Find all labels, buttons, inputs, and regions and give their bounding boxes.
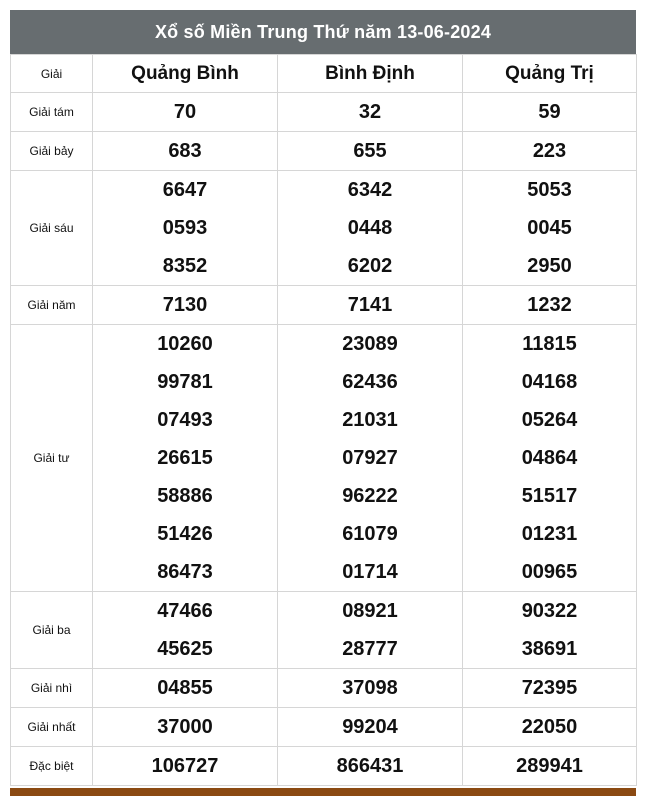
prize-cell: [93, 132, 278, 171]
results-panel: [10, 10, 636, 796]
prize-cell: [93, 592, 278, 669]
lottery-number[interactable]: 90322: [521, 600, 578, 622]
lottery-number[interactable]: 08921: [342, 600, 398, 622]
province-name[interactable]: Quảng Bình: [93, 55, 278, 93]
prize-row: [11, 171, 637, 286]
prize-cell: [93, 286, 278, 325]
lottery-number[interactable]: 10260: [157, 333, 213, 355]
lottery-number[interactable]: 00965: [521, 561, 578, 583]
prize-cell: [278, 171, 463, 286]
prize-cell: [463, 592, 637, 669]
lottery-number[interactable]: 58886: [157, 485, 213, 507]
prize-cell: [463, 325, 637, 592]
prize-label: Giải nhì: [11, 669, 93, 708]
prize-cell: [93, 708, 278, 747]
prize-cell: [278, 325, 463, 592]
lottery-number[interactable]: 0593: [162, 217, 208, 239]
prize-cell: [463, 93, 637, 132]
lottery-number[interactable]: 22050: [521, 716, 578, 738]
lottery-number[interactable]: 106727: [151, 755, 219, 777]
lottery-number[interactable]: 51426: [157, 523, 213, 545]
prize-row: [11, 708, 637, 747]
prize-row: [11, 669, 637, 708]
prize-row: [11, 747, 637, 786]
prize-row: [11, 592, 637, 669]
lottery-number[interactable]: 23089: [342, 333, 398, 355]
prize-cell: [93, 747, 278, 786]
lottery-number[interactable]: 6647: [162, 179, 208, 201]
prize-row: [11, 93, 637, 132]
lottery-number[interactable]: 62436: [342, 371, 398, 393]
lottery-number[interactable]: 0045: [527, 217, 572, 239]
prize-cell: [278, 93, 463, 132]
lottery-number[interactable]: 04864: [521, 447, 578, 469]
results-body: [11, 93, 637, 786]
prize-row: [11, 325, 637, 592]
lottery-number[interactable]: 289941: [516, 755, 583, 777]
prize-row: [11, 132, 637, 171]
prize-cell: [278, 132, 463, 171]
lottery-number[interactable]: 655: [353, 140, 387, 162]
lottery-number[interactable]: 26615: [157, 447, 213, 469]
prize-cell: [463, 171, 637, 286]
lottery-number[interactable]: 21031: [342, 409, 398, 431]
results-title: Xổ số Miền Trung Thứ năm 13-06-2024: [10, 10, 636, 54]
prize-label: Giải năm: [11, 286, 93, 325]
lottery-number[interactable]: 0448: [347, 217, 393, 239]
prize-label: Giải bảy: [11, 132, 93, 171]
prize-cell: [278, 286, 463, 325]
lottery-number[interactable]: 38691: [521, 638, 578, 660]
prize-cell: [93, 325, 278, 592]
lottery-number[interactable]: 96222: [342, 485, 398, 507]
results-table: [10, 54, 637, 786]
province-name[interactable]: Bình Định: [278, 55, 463, 93]
lottery-number[interactable]: 28777: [342, 638, 398, 660]
lottery-number[interactable]: 37098: [342, 677, 398, 699]
prize-label: Đặc biệt: [11, 747, 93, 786]
lottery-number[interactable]: 07927: [342, 447, 398, 469]
province-header-row: [11, 55, 637, 93]
lottery-number[interactable]: 223: [532, 140, 567, 162]
prize-cell: [278, 592, 463, 669]
lottery-number[interactable]: 07493: [157, 409, 213, 431]
lottery-number[interactable]: 1232: [527, 294, 572, 316]
footer-bar: [10, 788, 636, 796]
lottery-number[interactable]: 61079: [342, 523, 398, 545]
prize-cell: [463, 669, 637, 708]
prize-cell: [278, 669, 463, 708]
lottery-number[interactable]: 7130: [162, 294, 208, 316]
lottery-number[interactable]: 99781: [157, 371, 213, 393]
lottery-number[interactable]: 866431: [336, 755, 404, 777]
lottery-number[interactable]: 8352: [162, 255, 208, 277]
lottery-number[interactable]: 37000: [157, 716, 213, 738]
lottery-number[interactable]: 45625: [157, 638, 213, 660]
lottery-number[interactable]: 51517: [521, 485, 578, 507]
prize-column-header: Giải: [11, 55, 93, 93]
lottery-number[interactable]: 7141: [347, 294, 393, 316]
prize-cell: [93, 171, 278, 286]
lottery-number[interactable]: 6342: [347, 179, 393, 201]
prize-label: Giải sáu: [11, 171, 93, 286]
prize-cell: [463, 747, 637, 786]
lottery-number[interactable]: 683: [168, 140, 202, 162]
lottery-number[interactable]: 04168: [521, 371, 578, 393]
lottery-number[interactable]: 32: [358, 101, 382, 123]
prize-cell: [463, 708, 637, 747]
prize-row: [11, 286, 637, 325]
lottery-number[interactable]: 01714: [342, 561, 398, 583]
prize-label: Giải ba: [11, 592, 93, 669]
lottery-number[interactable]: 01231: [521, 523, 578, 545]
lottery-number[interactable]: 70: [173, 101, 197, 123]
prize-label: Giải nhất: [11, 708, 93, 747]
prize-label: Giải tư: [11, 325, 93, 592]
province-name[interactable]: Quảng Trị: [463, 55, 637, 93]
prize-cell: [93, 669, 278, 708]
lottery-number[interactable]: 99204: [342, 716, 398, 738]
prize-cell: [93, 93, 278, 132]
lottery-number[interactable]: 72395: [521, 677, 578, 699]
lottery-number[interactable]: 6202: [347, 255, 393, 277]
lottery-number[interactable]: 86473: [157, 561, 213, 583]
prize-cell: [463, 286, 637, 325]
prize-cell: [463, 132, 637, 171]
prize-cell: [278, 708, 463, 747]
lottery-number[interactable]: 5053: [527, 179, 572, 201]
lottery-number[interactable]: 59: [538, 101, 561, 123]
lottery-number[interactable]: 47466: [157, 600, 213, 622]
prize-cell: [278, 747, 463, 786]
lottery-number[interactable]: 11815: [522, 333, 577, 355]
lottery-number[interactable]: 2950: [527, 255, 572, 277]
lottery-number[interactable]: 04855: [157, 677, 213, 699]
prize-label: Giải tám: [11, 93, 93, 132]
lottery-number[interactable]: 05264: [521, 409, 578, 431]
